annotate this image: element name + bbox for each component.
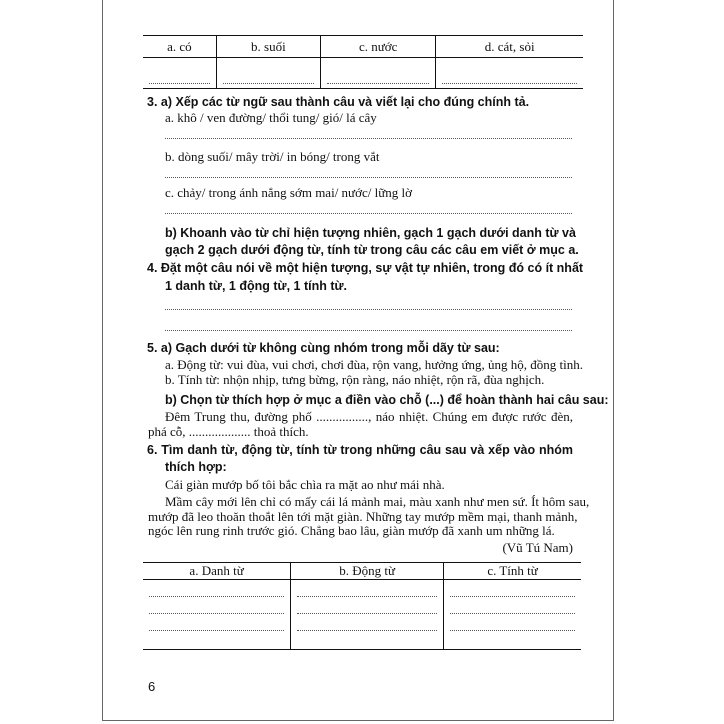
q5a-item: a. Động từ: vui đùa, vui chơi, chơi đùa, rộn vang, hưởng ứng, ủng hộ, đồng tình. — [165, 357, 583, 372]
answer-cell[interactable] — [320, 58, 435, 89]
page-number: 6 — [148, 679, 156, 694]
q3-item: a. khô / ven đường/ thổi tung/ gió/ lá cây — [165, 110, 377, 125]
answer-cell[interactable] — [143, 580, 291, 650]
table-header: a. Danh từ — [143, 563, 291, 580]
answer-line[interactable] — [165, 213, 572, 214]
passage-author: (Vũ Tú Nam) — [502, 540, 573, 555]
answer-line[interactable] — [165, 177, 572, 178]
answer-cell[interactable] — [216, 58, 320, 89]
passage-text: Mầm cây mới lên chỉ có mấy cái lá mảnh mai, màu xanh như men sứ. Ít hôm sau, — [165, 494, 590, 509]
word-table — [143, 35, 583, 89]
answer-cell[interactable] — [291, 580, 444, 650]
table-header: b. Động từ — [291, 563, 444, 580]
q3b-text: b) Khoanh vào từ chỉ hiện tượng nhiên, gạch 1 gạch dưới danh từ và — [165, 226, 576, 240]
q3a-title: 3. a) Xếp các từ ngữ sau thành câu và viết lại cho đúng chính tả. — [147, 95, 530, 109]
answer-cell[interactable] — [444, 580, 581, 650]
q5b-title: b) Chọn từ thích hợp ở mục a điền vào chỗ (...) để hoàn thành hai câu sau: — [165, 393, 609, 407]
q5b-text: Đêm Trung thu, đường phố ................, náo nhiệt. Chúng em được rước đèn, — [165, 409, 573, 424]
q3-item: c. chảy/ trong ánh nắng sớm mai/ nước/ lững lờ — [165, 185, 412, 200]
q5a-title: 5. a) Gạch dưới từ không cùng nhóm trong mỗi dãy từ sau: — [147, 341, 500, 355]
q6-title: thích hợp: — [165, 460, 227, 474]
passage-text: Cái giàn mướp bố tôi bắc chìa ra mặt ao như mái nhà. — [165, 477, 445, 492]
classification-table — [143, 562, 581, 650]
q3b-text: gạch 2 gạch dưới động từ, tính từ trong câu các câu em viết ở mục a. — [165, 243, 579, 257]
q6-title: 6. Tìm danh từ, động từ, tính từ trong những câu sau và xếp vào nhóm — [147, 443, 573, 457]
answer-cell[interactable] — [436, 58, 583, 89]
table-header: c. Tính từ — [444, 563, 581, 580]
q5a-item: b. Tính từ: nhộn nhịp, tưng bừng, rộn ràng, náo nhiệt, rộn rã, đùa nghịch. — [165, 372, 545, 387]
answer-cell[interactable] — [143, 58, 216, 89]
answer-line[interactable] — [165, 138, 572, 139]
table-header: c. nước — [320, 36, 435, 58]
answer-line[interactable] — [165, 330, 572, 331]
table-header: a. có — [143, 36, 216, 58]
q4-title: 1 danh từ, 1 động từ, 1 tính từ. — [165, 279, 348, 293]
q3-item: b. dòng suối/ mây trời/ in bóng/ trong vắt — [165, 149, 380, 164]
passage-text: ngóc lên rung rinh trước gió. Chẳng bao lâu, giàn mướp đã xanh um những lá. — [148, 523, 555, 538]
q5b-text: phá cỗ, ................... thoả thích. — [148, 424, 309, 439]
passage-text: mướp đã leo thoăn thoắt lên tới mặt giàn. Những tay mướp mềm mại, thanh mảnh, — [148, 509, 578, 524]
table-header: d. cát, sỏi — [436, 36, 583, 58]
answer-line[interactable] — [165, 309, 572, 310]
q4-title: 4. Đặt một câu nói về một hiện tượng, sự vật tự nhiên, trong đó có ít nhất — [147, 261, 584, 275]
table-header: b. suối — [216, 36, 320, 58]
